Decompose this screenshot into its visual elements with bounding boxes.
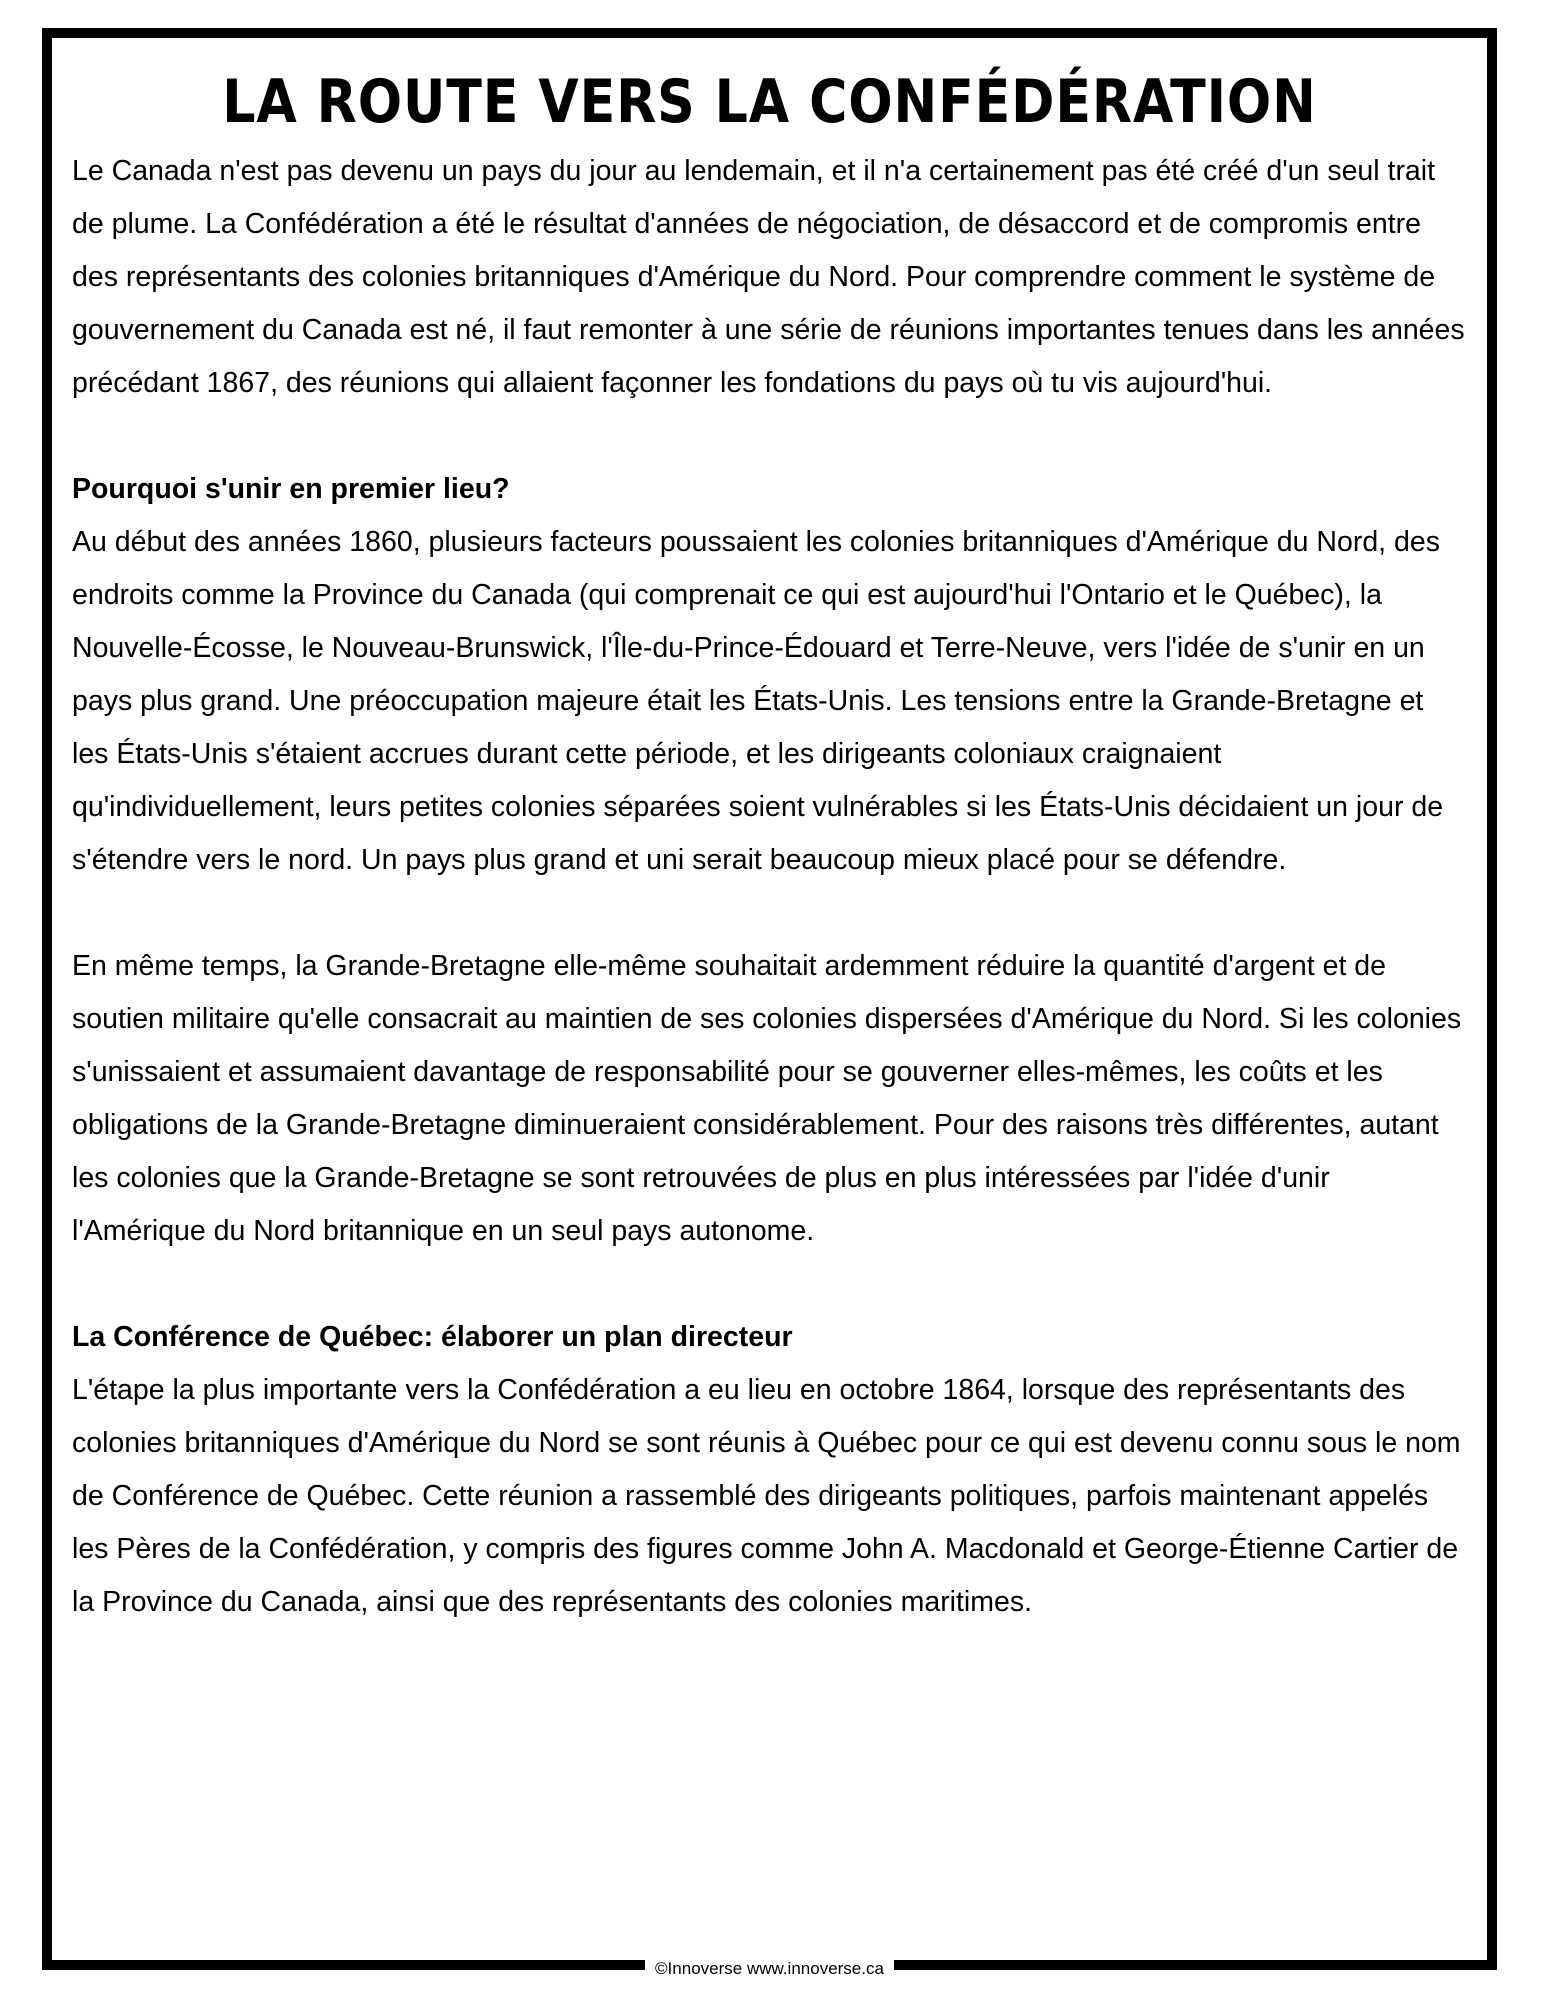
section-heading-quebec-conference: La Conférence de Québec: élaborer un plan directeur — [72, 1321, 793, 1353]
section-heading-why-unite: Pourquoi s'unir en premier lieu? — [72, 473, 510, 505]
article-body — [72, 145, 1467, 1682]
intro-paragraph: Le Canada n'est pas devenu un pays du jour au lendemain, et il n'a certainement pas été créé d'un seul trait de plume. La Confédération a été le résultat d'années de négociation, de désaccord et de compromis entre des représentants des colonies britanniques d'Amérique du Nord. Pour comprendre comment le système de gouvernement du Canada est né, il faut remonter à une série de réunions importantes tenues dans les années précédant 1867, des réunions qui allaient façonner les fondations du pays où tu vis aujourd'hui. — [72, 155, 1465, 399]
section-paragraph: En même temps, la Grande-Bretagne elle-même souhaitait ardemment réduire la quantité d'argent et de soutien militaire qu'elle consacrait au maintien de ses colonies dispersées d'Amérique du Nord. Si les colonies s'unissaient et assumaient davantage de responsabilité pour se gouverner elles-mêmes, les coûts et les obligations de la Grande-Bretagne diminueraient considérablement. Pour des raisons très différentes, autant les colonies que la Grande-Bretagne se sont retrouvées de plus en plus intéressées par l'idée d'unir l'Amérique du Nord britannique en un seul pays autonome. — [72, 950, 1462, 1247]
page-title: LA ROUTE VERS LA CONFÉDÉRATION — [222, 67, 1317, 137]
section-paragraph: L'étape la plus importante vers la Confédération a eu lieu en octobre 1864, lorsque des représentants des colonies britanniques d'Amérique du Nord se sont réunis à Québec pour ce qui est devenu connu sous le nom de Conférence de Québec. Cette réunion a rassemblé des dirigeants politiques, parfois maintenant appelés les Pères de la Confédération, y compris des figures comme John A. Macdonald et George-Étienne Cartier de la Province du Canada, ainsi que des représentants des colonies maritimes. — [72, 1374, 1461, 1618]
copyright-text: ©Innoverse www.innoverse.ca — [645, 1957, 894, 1981]
section-paragraph: Au début des années 1860, plusieurs facteurs poussaient les colonies britanniques d'Amérique du Nord, des endroits comme la Province du Canada (qui comprenait ce qui est aujourd'hui l'Ontario et le Québec), la Nouvelle-Écosse, le Nouveau-Brunswick, l'Île-du-Prince-Édouard et Terre-Neuve, vers l'idée de s'unir en un pays plus grand. Une préoccupation majeure était les États-Unis. Les tensions entre la Grande-Bretagne et les États-Unis s'étaient accrues durant cette période, et les dirigeants coloniaux craignaient qu'individuellement, leurs petites colonies séparées soient vulnérables si les États-Unis décidaient un jour de s'étendre vers le nord. Un pays plus grand et uni serait beaucoup mieux placé pour se défendre. — [72, 526, 1444, 876]
footer — [42, 1957, 1497, 1981]
